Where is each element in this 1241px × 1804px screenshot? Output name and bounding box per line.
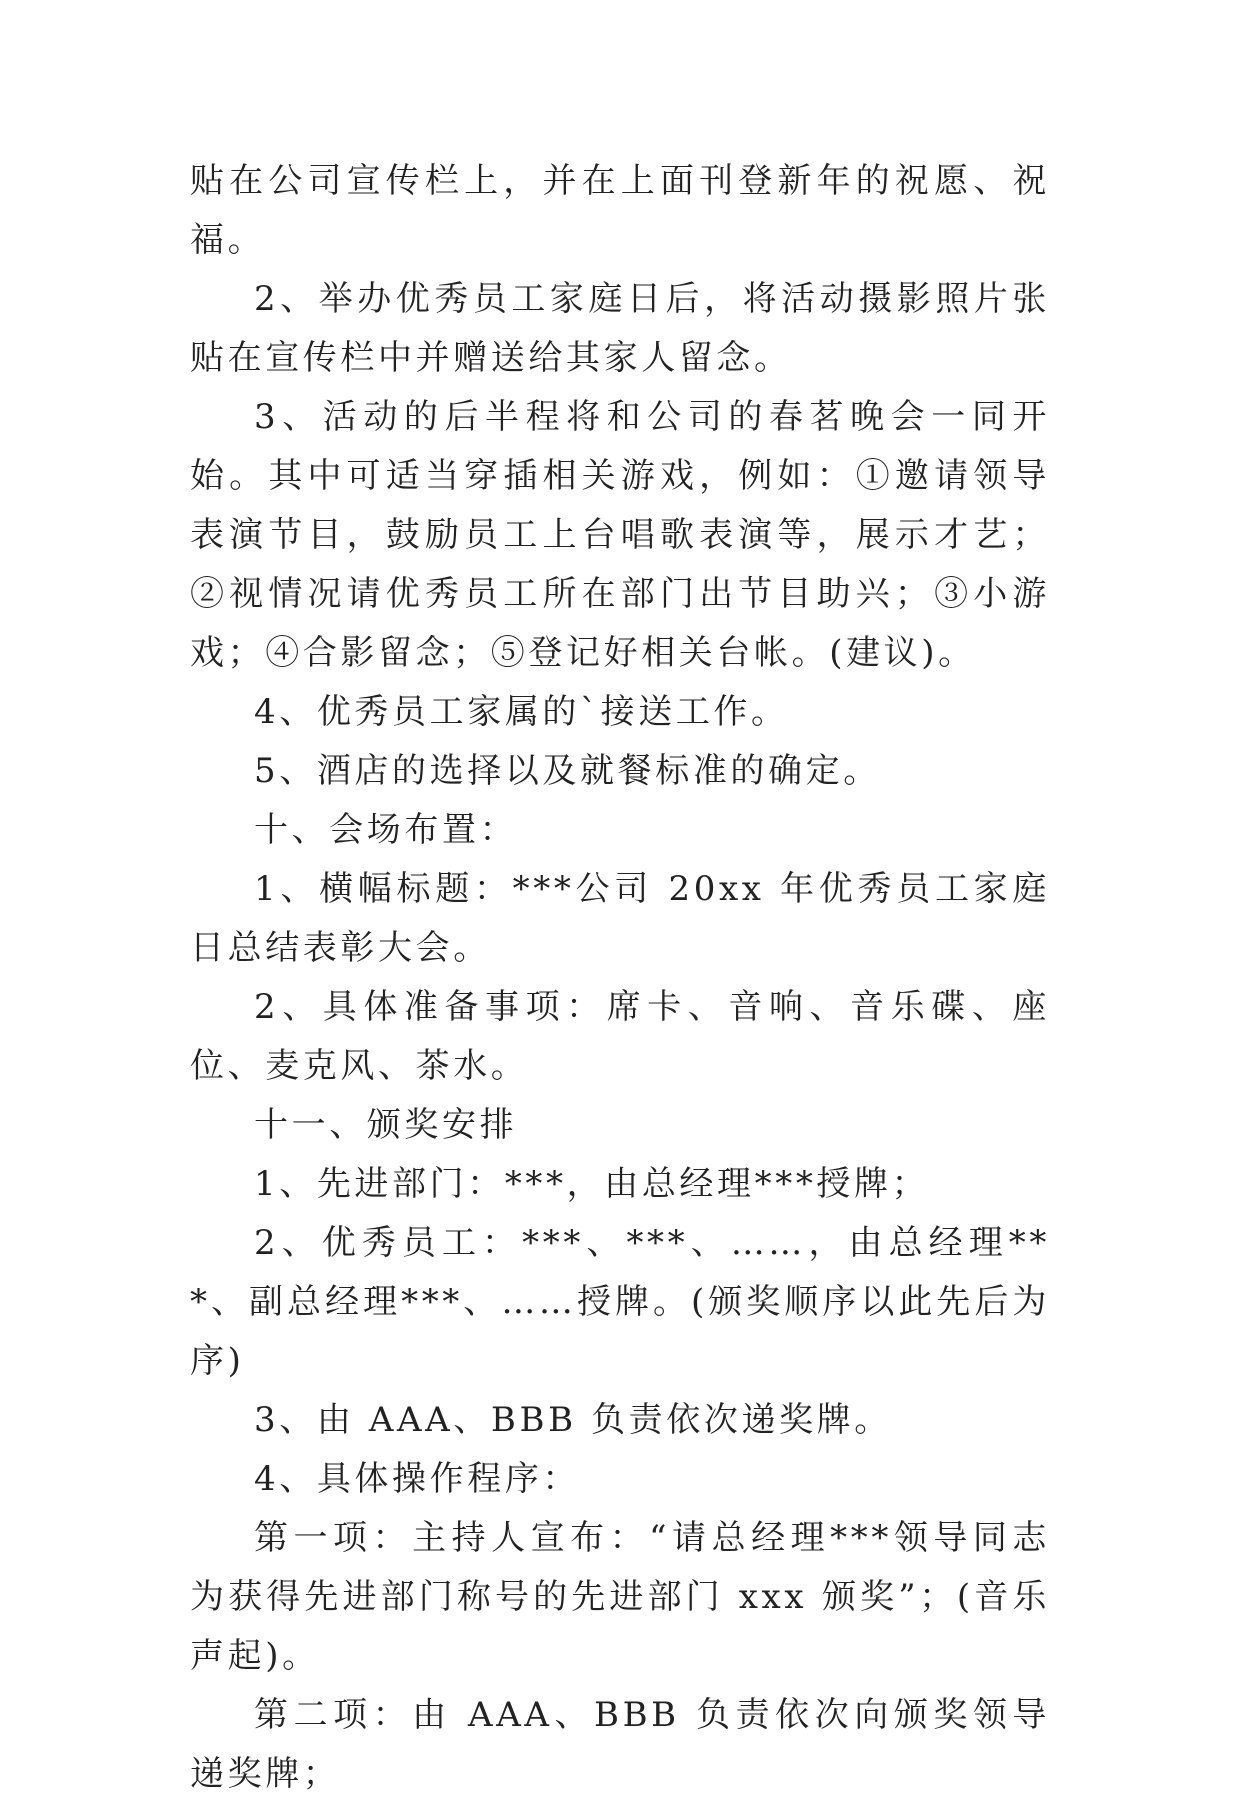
paragraph-procedure-step-2: 第二项：由 AAA、BBB 负责依次向颁奖领导递奖牌； (190, 1695, 1050, 1794)
paragraph-venue-preparation: 2、具体准备事项：席卡、音响、音乐碟、座位、麦克风、茶水。 (190, 987, 1050, 1086)
paragraph-procedure-heading: 4、具体操作程序： (254, 1459, 581, 1499)
paragraph-venue-banner: 1、横幅标题：***公司 20xx 年优秀员工家庭日总结表彰大会。 (190, 869, 1050, 968)
paragraph-item-2-photos: 2、举办优秀员工家庭日后，将活动摄影照片张贴在宣传栏中并赠送给其家人留念。 (190, 279, 1050, 378)
paragraph-procedure-step-1: 第一项：主持人宣布：“请总经理***领导同志为获得先进部门称号的先进部门 xxx 颁奖”；(音乐声起)。 (190, 1518, 1050, 1676)
paragraph-award-employees: 2、优秀员工：***、***、……，由总经理***、副总经理***、……授牌。(颁奖顺序以此先后为序) (190, 1223, 1050, 1381)
paragraph-item-5-hotel: 5、酒店的选择以及就餐标准的确定。 (254, 751, 881, 791)
paragraph-item-3-evening-party: 3、活动的后半程将和公司的春茗晚会一同开始。其中可适当穿插相关游戏，例如：①邀请领导表演节目，鼓励员工上台唱歌表演等，展示才艺；②视情况请优秀员工所在部门出节目助兴；③小游戏；④合影留念；⑤登记好相关台帐。(建议)。 (190, 397, 1050, 673)
paragraph-item-4-transport: 4、优秀员工家属的`接送工作。 (254, 692, 789, 732)
section-heading-awards: 十一、颁奖安排 (254, 1105, 518, 1145)
document-body (190, 152, 1050, 1804)
section-heading-venue: 十、会场布置： (254, 810, 518, 850)
paragraph-award-department: 1、先进部门：***，由总经理***授牌； (254, 1164, 930, 1204)
paragraph-continuation: 贴在公司宣传栏上，并在上面刊登新年的祝愿、祝福。 (190, 161, 1050, 260)
paragraph-award-delivery: 3、由 AAA、BBB 负责依次递奖牌。 (254, 1400, 892, 1440)
